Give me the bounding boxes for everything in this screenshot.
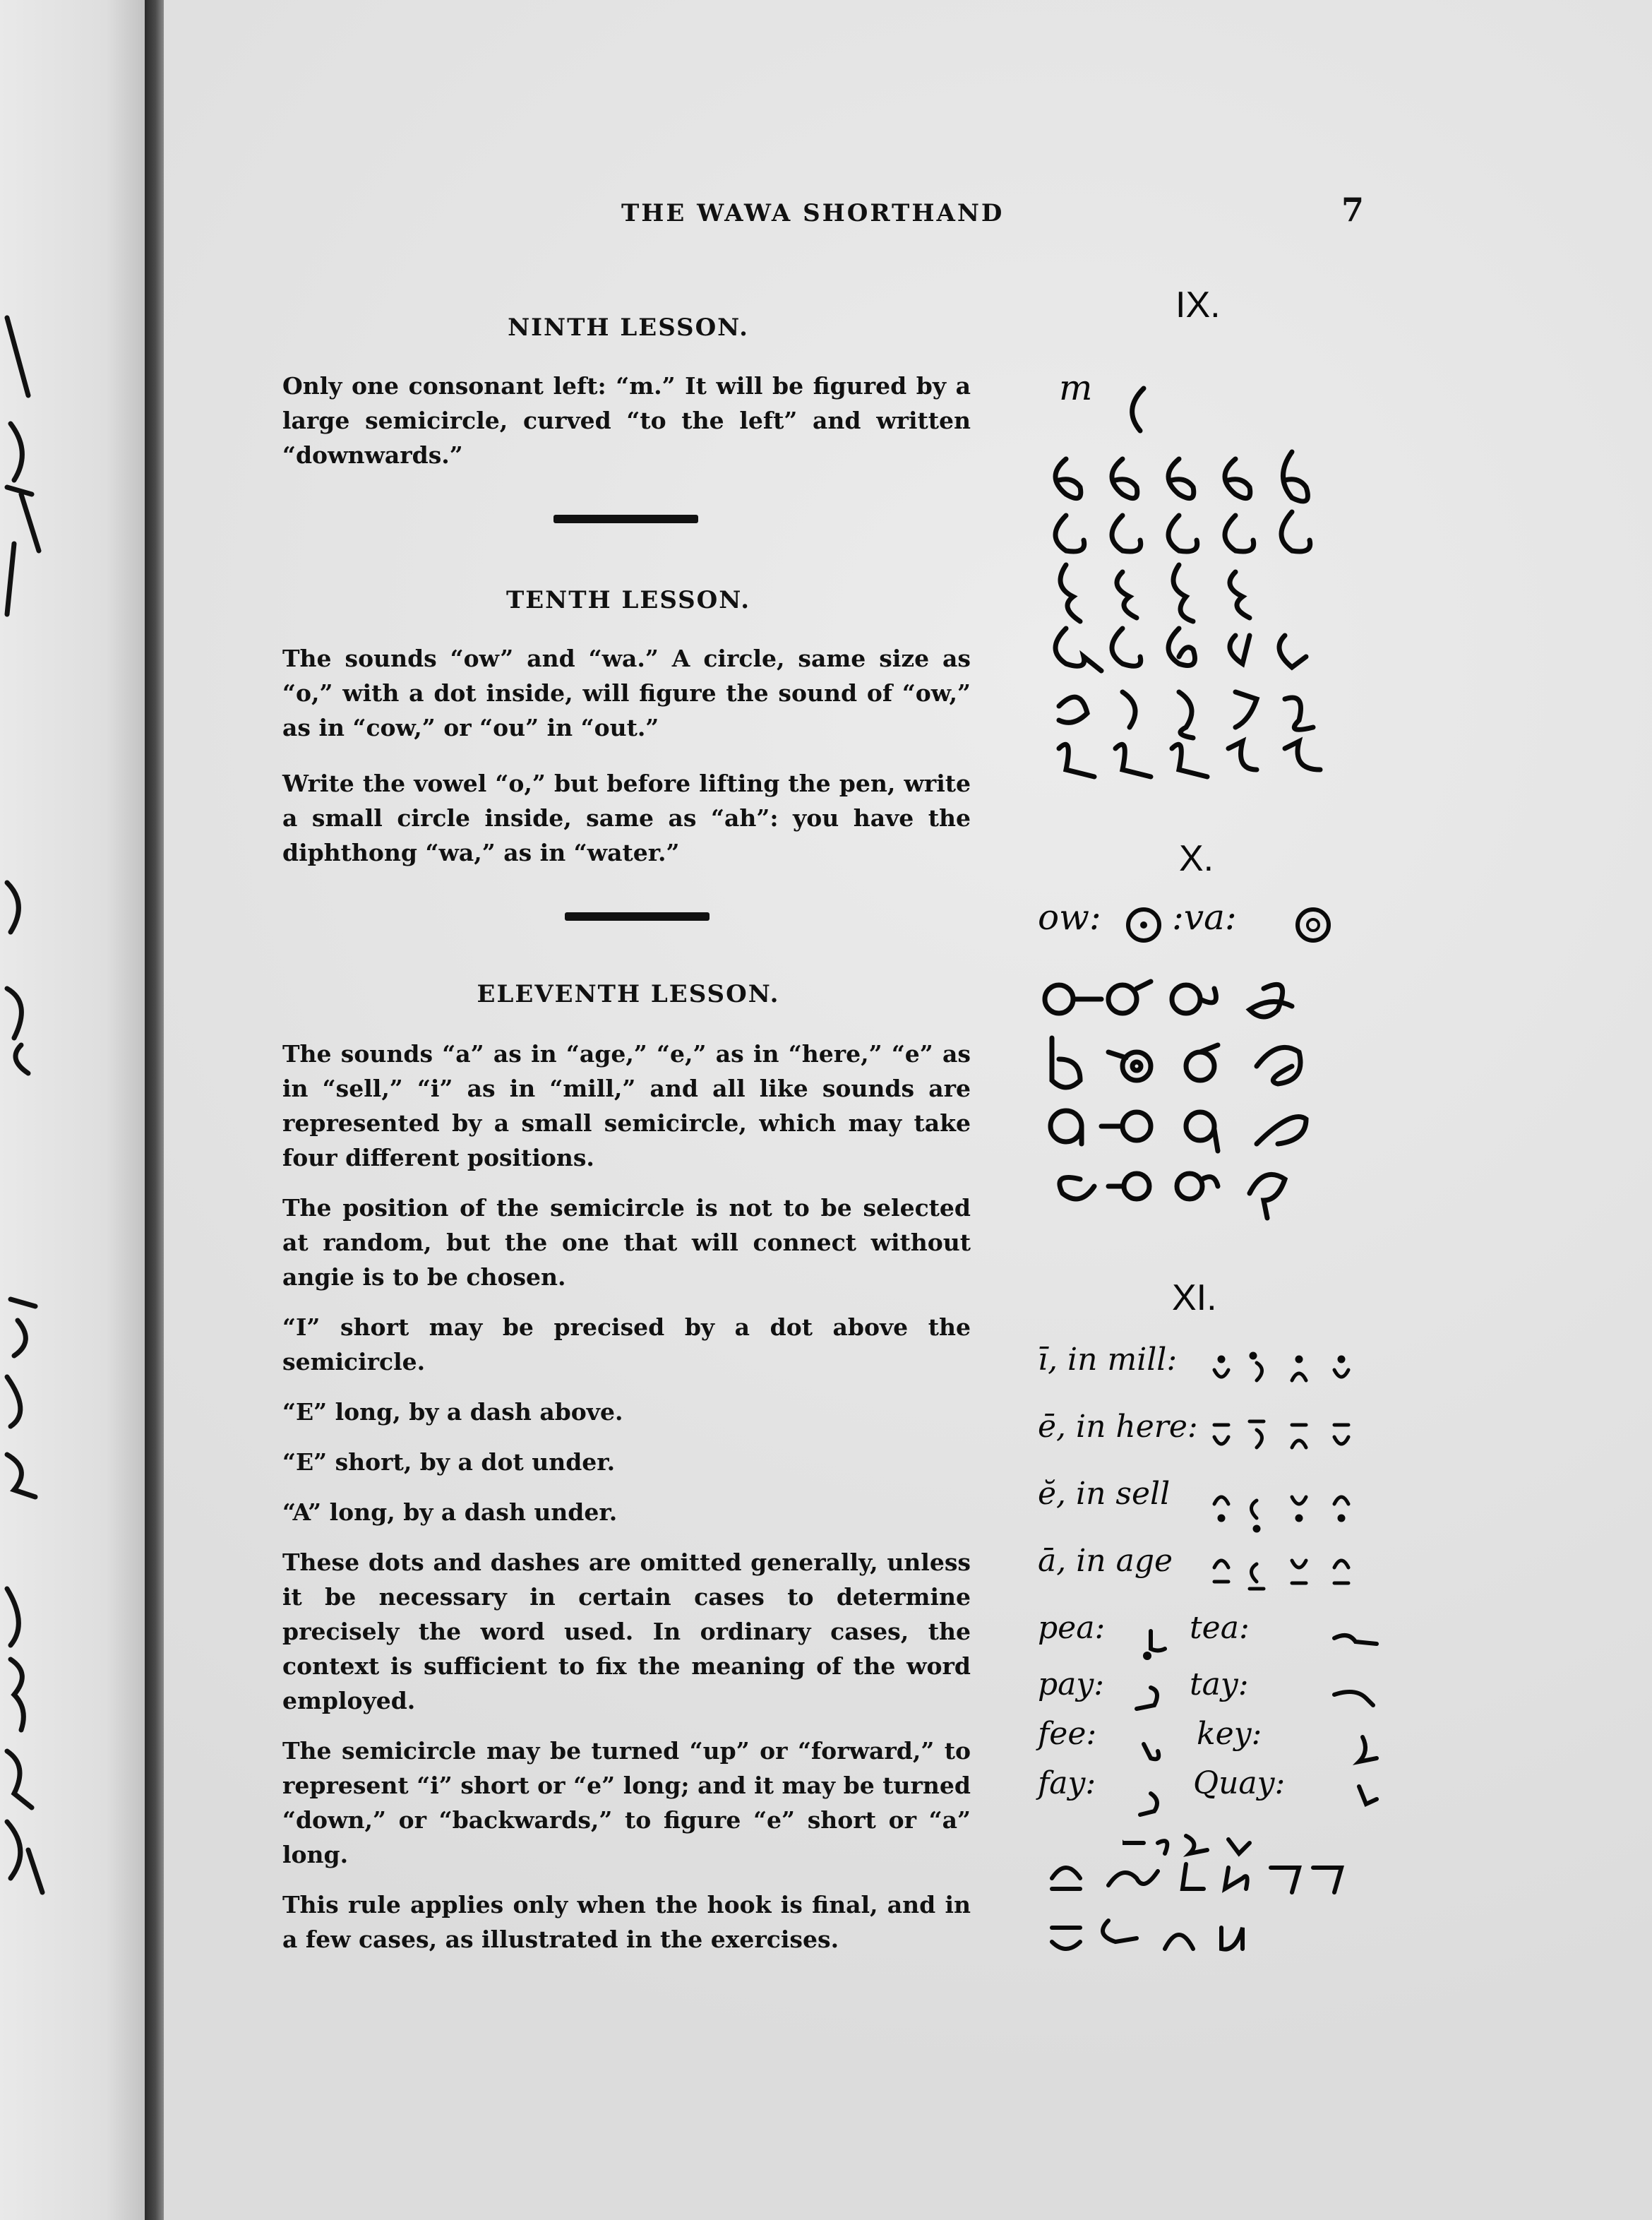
- word-pea: pea:: [1038, 1610, 1106, 1646]
- page-number: 7: [1341, 191, 1365, 229]
- ninth-lesson-body: [282, 369, 971, 472]
- tenth-lesson-body: [282, 641, 971, 870]
- xi-row-e-sell: ĕ, in sell: [1038, 1476, 1171, 1512]
- exercise-x-label: X.: [1179, 838, 1214, 879]
- word-fay: fay:: [1038, 1765, 1096, 1801]
- tenth-lesson-heading: TENTH LESSON.: [505, 586, 751, 614]
- eleventh-lesson-body: [282, 1037, 971, 1957]
- ninth-lesson-heading: NINTH LESSON.: [508, 314, 749, 342]
- exercise-x-key-va: :va:: [1172, 897, 1237, 938]
- exercise-xi-bottom-shorthand: [1038, 1850, 1363, 2005]
- exercise-xi-label: XI.: [1172, 1277, 1217, 1318]
- word-fee: fee:: [1038, 1716, 1097, 1752]
- xi-row-a-age: ā, in age: [1038, 1543, 1173, 1579]
- ow-circle-symbol: [1123, 904, 1165, 946]
- xi-row-i-mill: ī, in mill:: [1038, 1342, 1178, 1378]
- running-header: THE WAWA SHORTHAND: [621, 199, 1005, 227]
- tenth-lesson-paragraph-1: The sounds “ow” and “wa.” A circle, same size as “o,” with a dot inside, will figure the sound of “ow,” as in “cow,” or “ou” in “out.”: [282, 645, 971, 741]
- eleventh-lesson-paragraph-4: “E” long, by a dash above.: [282, 1398, 623, 1426]
- eleventh-lesson-paragraph-8: The semicircle may be turned “up” or “forward,” to represent “i” short or “e” long; and it may be turned “down,” or “backwards,” to figure “e” short or “a” long.: [282, 1737, 971, 1868]
- xi-semicircle-marks: [1200, 1342, 1377, 1610]
- ninth-lesson-paragraph: Only one consonant left: “m.” It will be figured by a large semicircle, curved “to the left” and written “downwards.”: [282, 372, 971, 469]
- exercise-x-shorthand: [1024, 967, 1377, 1222]
- facing-page-handwriting: [0, 0, 152, 2220]
- facing-page-edge: [0, 0, 152, 2220]
- eleventh-lesson-paragraph-3: “I” short may be precised by a dot above the semicircle.: [282, 1313, 971, 1375]
- exercise-ix-m-letter: m: [1059, 367, 1093, 408]
- section-divider: [553, 515, 698, 523]
- eleventh-lesson-paragraph-7: These dots and dashes are omitted generally, unless it be necessary in certain cases to determine precisely the word used. In ordinary cases, the context is sufficient to fix the meaning of the word employed.: [282, 1548, 971, 1714]
- word-key: key:: [1197, 1716, 1262, 1752]
- section-divider: [565, 912, 710, 921]
- word-pay: pay:: [1038, 1666, 1105, 1702]
- exercise-ix-label: IX.: [1175, 285, 1221, 326]
- word-tea: tea:: [1190, 1610, 1250, 1646]
- eleventh-lesson-paragraph-6: “A” long, by a dash under.: [282, 1498, 618, 1526]
- exercise-x-key-ow: ow:: [1038, 897, 1101, 938]
- eleventh-lesson-paragraph-9: This rule applies only when the hook is final, and in a few cases, as illustrated in the exercises.: [282, 1891, 971, 1953]
- eleventh-lesson-paragraph-2: The position of the semicircle is not to be selected at random, but the one that will connect without angie is to be chosen.: [282, 1194, 971, 1291]
- word-quay: Quay:: [1193, 1765, 1286, 1801]
- wa-circle-symbol: [1292, 904, 1334, 946]
- book-gutter: [145, 0, 166, 2220]
- eleventh-lesson-paragraph-1: The sounds “a” as in “age,” “e,” as in “here,” “e” as in “sell,” “i” as in “mill,” and all like sounds are represented by a small semicircle, which may take four different positions.: [282, 1040, 971, 1171]
- eleventh-lesson-paragraph-5: “E” short, by a dot under.: [282, 1448, 616, 1476]
- word-tay: tay:: [1190, 1666, 1249, 1702]
- exercise-ix-shorthand: [1017, 353, 1384, 847]
- eleventh-lesson-heading: ELEVENTH LESSON.: [477, 980, 780, 1008]
- xi-row-e-here: ē, in here:: [1038, 1409, 1198, 1445]
- tenth-lesson-paragraph-2: Write the vowel “o,” but before lifting the pen, write a small circle inside, same as “ah”: you have the diphthong “wa,” as in “water.”: [282, 770, 971, 866]
